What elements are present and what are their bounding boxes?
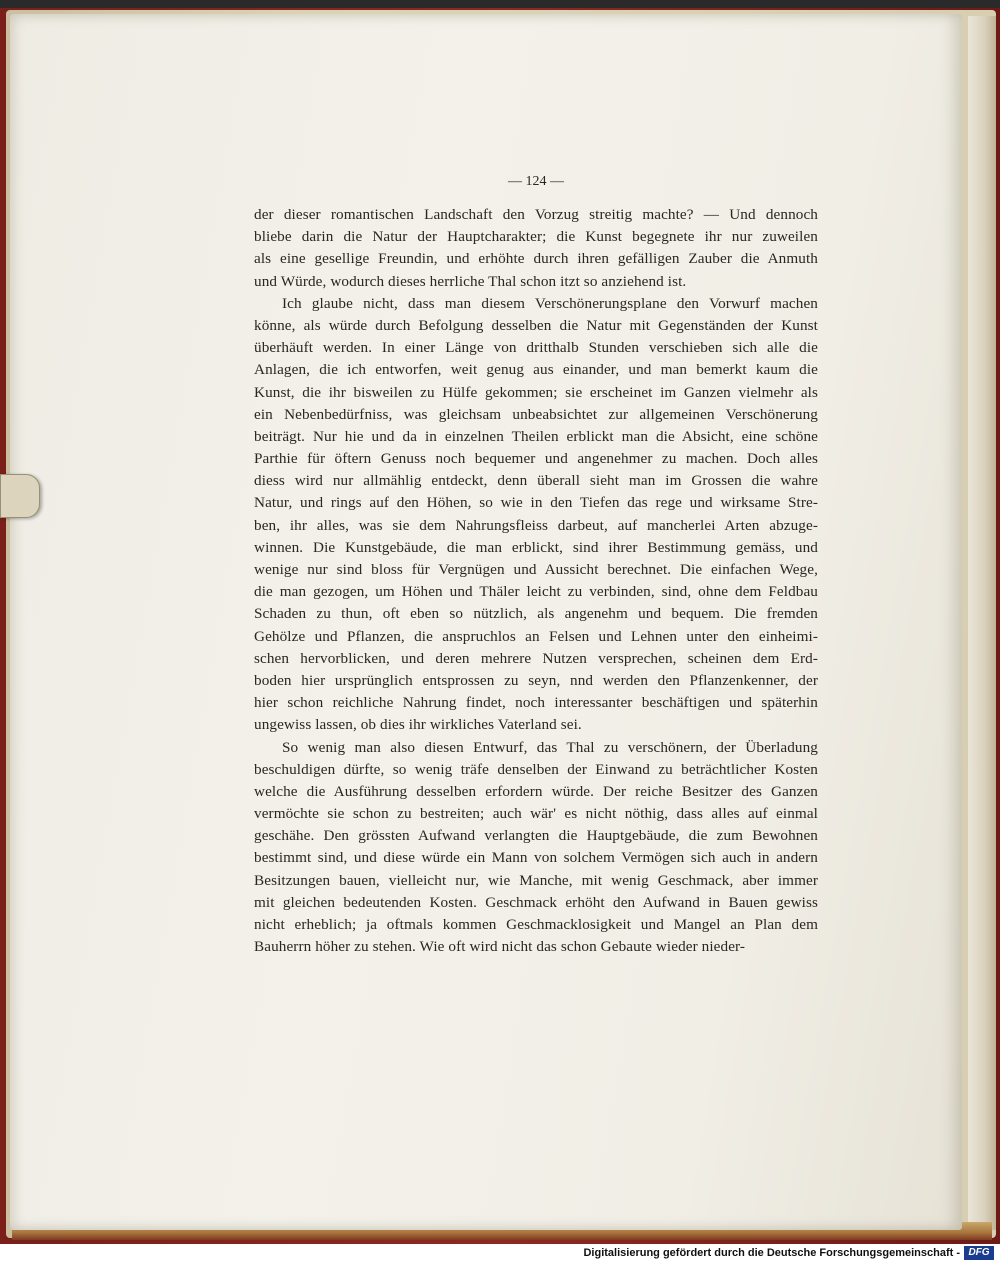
body-text xyxy=(254,204,818,958)
text-line: bliebe darin die Natur der Hauptcharakter; die Kunst begegnete ihr nur zuweilen xyxy=(254,228,818,246)
text-line: ben, ihr alles, was sie dem Nahrungsfleiss darbeut, auf mancherlei Arten abzuge- xyxy=(254,516,818,534)
text-line: boden hier ursprünglich entsprossen zu seyn, nnd werden den Pflanzenkenner, der xyxy=(254,671,818,689)
paragraph xyxy=(254,204,818,293)
text-line: könne, als würde durch Befolgung desselben die Natur mit Gegenständen der Kunst xyxy=(254,316,818,334)
text-line: Natur, und rings auf den Höhen, so wie in den Tiefen das rege und wirksame Stre- xyxy=(254,494,818,512)
text-line: hier schon reichliche Nahrung findet, noch interessanter beschäftigen und späterhin xyxy=(254,694,818,712)
text-line: So wenig man also diesen Entwurf, das Thal zu verschönern, der Überladung xyxy=(282,738,818,756)
text-line: Besitzungen bauen, vielleicht nur, wie Manche, mit wenig Geschmack, aber immer xyxy=(254,871,818,889)
text-line: winnen. Die Kunstgebäude, die man erblickt, sind ihrer Bestimmung gemäss, und xyxy=(254,538,818,556)
text-line: die man gezogen, um Höhen und Thäler leicht zu verbinden, sind, ohne dem Feldbau xyxy=(254,583,818,601)
text-line: welche die Ausführung desselben erfordern würde. Der reiche Besitzer des Ganzen xyxy=(254,782,818,800)
text-line: bestimmt sind, und diese würde ein Mann von solchem Vermögen sich auch in andern xyxy=(254,849,818,867)
text-line: als eine gesellige Freundin, und erhöhte durch ihren gefälligen Zauber die Anmuth xyxy=(254,250,818,268)
paragraph xyxy=(254,293,818,737)
text-line: Kunst, die ihr bisweilen zu Hülfe gekommen; sie erscheinet im Ganzen vielmehr als xyxy=(254,383,818,401)
dfg-logo-icon: DFG xyxy=(964,1246,994,1260)
text-line: überhäuft werden. In einer Länge von dritthalb Stunden verschieben sich alle die xyxy=(254,339,818,357)
paragraph xyxy=(254,737,818,959)
text-line: ungewiss lassen, ob dies ihr wirkliches Vaterland sei. xyxy=(254,716,582,734)
text-line: wenige nur sind bloss für Vergnügen und Aussicht berechnet. Die einfachen Wege, xyxy=(254,561,818,578)
footer-bar xyxy=(0,1244,1000,1262)
text-line: Ich glaube nicht, dass man diesem Verschönerungsplane den Vorwurf machen xyxy=(282,294,818,312)
text-line: mit gleichen bedeutenden Kosten. Geschmack erhöht den Aufwand in Bauen gewiss xyxy=(254,893,818,911)
text-line: geschähe. Den grössten Aufwand verlangten die Hauptgebäude, die zum Bewohnen xyxy=(254,827,818,845)
text-line: Anlagen, die ich entworfen, weit genug aus einander, und man bemerkt kaum die xyxy=(254,361,818,379)
text-line: beschuldigen dürfte, so wenig träfe denselben der Einwand zu beträchtlicher Kosten xyxy=(254,760,818,778)
text-line: nicht erheblich; ja oftmals kommen Geschmacklosigkeit und Mangel an Plan dem xyxy=(254,916,818,933)
text-line: der dieser romantischen Landschaft den Vorzug streitig machte? — Und dennoch xyxy=(254,206,818,223)
text-line: vermöchte sie schon zu bestreiten; auch wär' es nicht nöthig, dass alles auf einmal xyxy=(254,805,818,823)
text-line: Schaden zu thun, oft eben so nützlich, als angenehm und bequem. Die fremden xyxy=(254,605,818,623)
text-line: Gehölze und Pflanzen, die anspruchlos an Felsen und Lehnen unter den einheimi- xyxy=(254,627,818,645)
text-line: und Würde, wodurch dieses herrliche Thal schon itzt so anziehend ist. xyxy=(254,272,687,290)
text-line: beiträgt. Nur hie und da in einzelnen Theilen erblickt man die Absicht, eine schöne xyxy=(254,427,818,445)
bookmark-tab xyxy=(0,474,40,518)
text-line: diess wird nur allmählig entdeckt, denn überall sieht man im Grossen die wahre xyxy=(254,472,818,490)
page-number: — 124 — xyxy=(508,174,564,189)
text-line: schen hervorblicken, und deren mehrere Nutzen versprechen, scheinen dem Erd- xyxy=(254,649,818,667)
page-fore-edge xyxy=(968,16,996,1230)
footer-credit: Digitalisierung gefördert durch die Deutsche Forschungsgemeinschaft - xyxy=(583,1247,960,1259)
text-line: Bauherrn höher zu stehen. Wie oft wird nicht das schon Gebaute wieder nieder- xyxy=(254,938,746,956)
text-line: Parthie für öftern Genuss noch bequemer und angenehmer zu machen. Doch alles xyxy=(254,450,818,468)
text-line: ein Nebenbedürfniss, was gleichsam unbeabsichtet zur allgemeinen Verschönerung xyxy=(254,405,818,423)
